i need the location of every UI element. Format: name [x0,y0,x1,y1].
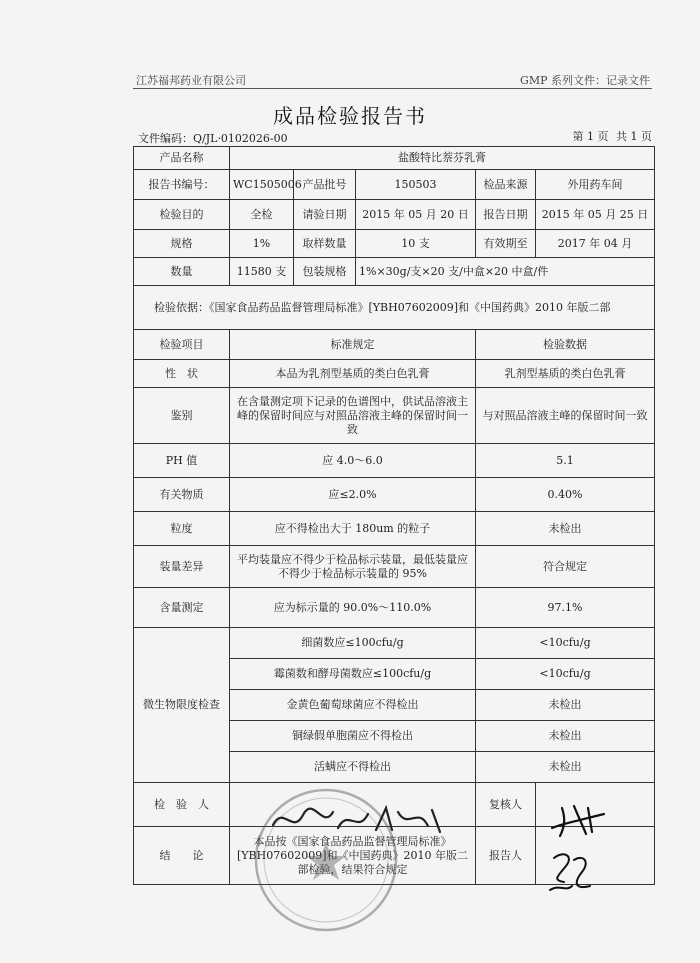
col-item-header: 检验项目 [134,330,230,360]
inspector-signature-cell [230,783,476,827]
test-result: 97.1% [476,588,655,628]
page-title: 成品检验报告书 [273,104,427,128]
company-name: 江苏福邦药业有限公司 [136,74,246,87]
conclusion-text: 本品按《国家食品药品监督管理局标准》[YBH07602009]和《中国药典》2010 年版二部检验，结果符合规定 [230,827,476,885]
header-divider [133,88,652,89]
test-item: 性 状 [134,360,230,388]
test-result: 符合规定 [476,546,655,588]
test-result: 未检出 [476,512,655,546]
product-name-label: 产品名称 [134,147,230,170]
test-standard: 应 4.0～6.0 [230,444,476,478]
package-label: 包装规格 [294,258,356,286]
reporter-signature-cell [536,827,655,885]
batch-value: 150503 [356,170,476,200]
report-no-label: 报告书编号： [134,170,230,200]
conclusion-label: 结 论 [134,827,230,885]
source-label: 检品来源 [476,170,536,200]
table-row [134,444,655,478]
spec-label: 规格 [134,230,230,258]
spec-value: 1% [230,230,294,258]
table-row [134,628,655,659]
test-result: 与对照品溶液主峰的保留时间一致 [476,388,655,444]
test-item: PH 值 [134,444,230,478]
batch-label: 产品批号 [294,170,356,200]
col-result-header: 检验数据 [476,330,655,360]
request-date: 2015 年 05 月 20 日 [356,200,476,230]
package-value: 1%×30g/支×20 支/中盒×20 中盒/件 [356,258,655,286]
expiry-value: 2017 年 04 月 [536,230,655,258]
table-row [134,360,655,388]
table-row [134,478,655,512]
micro-result: 未检出 [476,721,655,752]
reviewer-signature-cell [536,783,655,827]
test-result: 5.1 [476,444,655,478]
micro-standard: 霉菌数和酵母菌数应≤100cfu/g [230,659,476,690]
report-date: 2015 年 05 月 25 日 [536,200,655,230]
test-result: 0.40% [476,478,655,512]
source-value: 外用药车间 [536,170,655,200]
product-name: 盐酸特比萘芬乳膏 [230,147,655,170]
test-standard: 本品为乳剂型基质的类白色乳膏 [230,360,476,388]
purpose-label: 检验目的 [134,200,230,230]
micro-result: 未检出 [476,690,655,721]
document-series: GMP 系列文件：记录文件 [520,74,650,87]
page-number [569,128,653,144]
test-item: 粒度 [134,512,230,546]
inspection-basis: 检验依据：《国家食品药品监督管理局标准》[YBH07602009]和《中国药典》2010 年版二部 [134,286,655,330]
reviewer-label: 复核人 [476,783,536,827]
micro-standard: 活螨应不得检出 [230,752,476,783]
test-standard: 平均装量应不得少于检品标示装量，最低装量应不得少于检品标示装量的 95% [230,546,476,588]
sample-qty: 10 支 [356,230,476,258]
micro-item: 微生物限度检查 [134,628,230,783]
table-row [134,512,655,546]
expiry-label: 有效期至 [476,230,536,258]
inspector-label: 检 验 人 [134,783,230,827]
page-total: 共 1 页 [616,130,652,143]
document-number: 文件编码：Q/JL·0102026-00 [138,132,288,145]
test-item: 鉴别 [134,388,230,444]
test-result: 乳剂型基质的类白色乳膏 [476,360,655,388]
page-current: 第 1 页 [572,130,609,143]
micro-standard: 铜绿假单胞菌应不得检出 [230,721,476,752]
table-row [134,588,655,628]
table-row [134,388,655,444]
sample-qty-label: 取样数量 [294,230,356,258]
test-item: 有关物质 [134,478,230,512]
test-item: 含量测定 [134,588,230,628]
test-standard: 应不得检出大于 180um 的粒子 [230,512,476,546]
purpose-value: 全检 [230,200,294,230]
quantity-label: 数量 [134,258,230,286]
col-standard-header: 标准规定 [230,330,476,360]
micro-standard: 细菌数应≤100cfu/g [230,628,476,659]
test-standard: 在含量测定项下记录的色谱图中，供试品溶液主峰的保留时间应与对照品溶液主峰的保留时间一致 [230,388,476,444]
test-standard: 应为标示量的 90.0%～110.0% [230,588,476,628]
micro-result: <10cfu/g [476,628,655,659]
quantity-value: 11580 支 [230,258,294,286]
request-date-label: 请验日期 [294,200,356,230]
table-row [134,546,655,588]
report-no: WC1505006 [230,170,294,200]
test-standard: 应≤2.0% [230,478,476,512]
report-date-label: 报告日期 [476,200,536,230]
test-item: 装量差异 [134,546,230,588]
report-table [133,146,655,885]
micro-result: 未检出 [476,752,655,783]
micro-standard: 金黄色葡萄球菌应不得检出 [230,690,476,721]
reporter-label: 报告人 [476,827,536,885]
micro-result: <10cfu/g [476,659,655,690]
